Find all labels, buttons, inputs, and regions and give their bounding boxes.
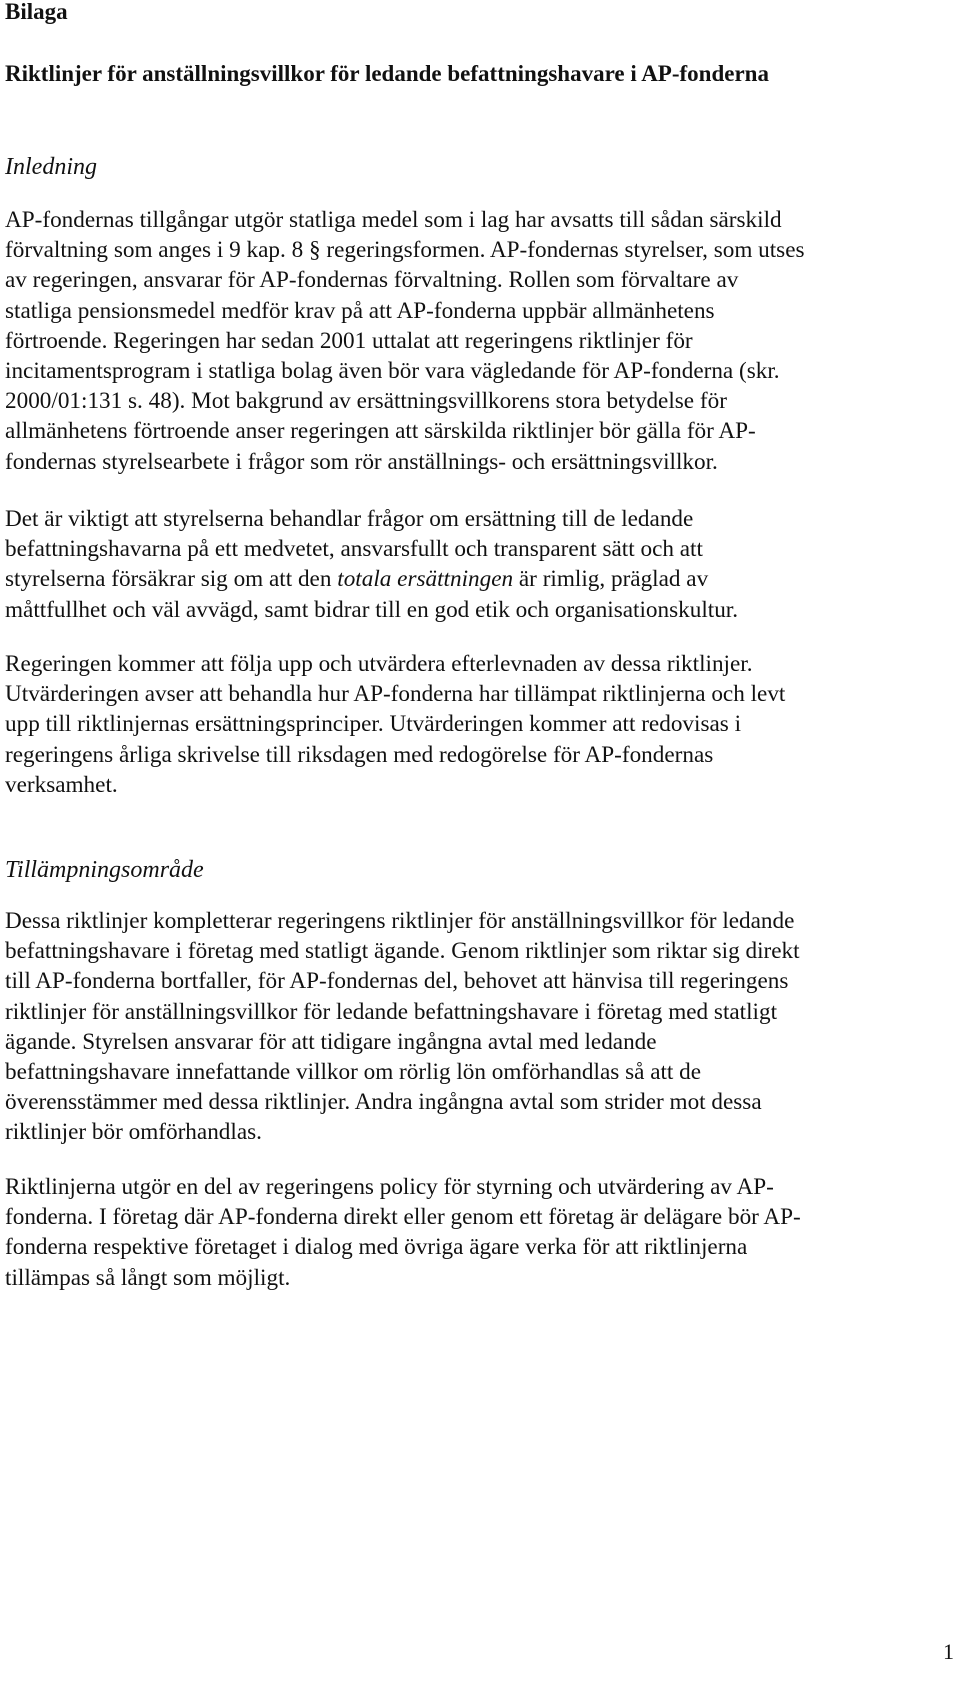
text-segment: är rimlig, präglad av: [513, 566, 709, 593]
text-line: tillämpas så långt som möjligt.: [5, 1264, 291, 1291]
text-line: incitamentsprogram i statliga bolag även bör vara vägledande för AP-fonderna (skr.: [5, 358, 780, 385]
text-line: fonderna. I företag där AP-fonderna direkt eller genom ett företag är delägare bör AP-: [5, 1204, 801, 1231]
paragraph-evaluation: [5, 649, 955, 800]
text-line: regeringens årliga skrivelse till riksdagen med redogörelse för AP-fondernas: [5, 741, 714, 768]
document-title: Riktlinjer för anställningsvillkor för ledande befattningshavare i AP-fonderna: [5, 61, 769, 86]
text-line: ägande. Styrelsen ansvarar för att tidigare ingångna avtal med ledande: [5, 1028, 657, 1055]
text-line: riktlinjer bör omförhandlas.: [5, 1119, 262, 1146]
text-line: befattningshavare innefattande villkor om rörlig lön omförhandlas så att de: [5, 1059, 702, 1086]
text-line: Regeringen kommer att följa upp och utvärdera efterlevnaden av dessa riktlinjer.: [5, 651, 753, 677]
text-line: [5, 564, 955, 594]
text-line: upp till riktlinjernas ersättningsprinciper. Utvärderingen kommer att redovisas i: [5, 711, 742, 738]
text-line: befattningshavare i företag med statligt ägande. Genom riktlinjer som riktar sig direkt: [5, 938, 800, 965]
text-line: förvaltning som anges i 9 kap. 8 § regeringsformen. AP-fondernas styrelser, som utses: [5, 237, 805, 264]
text-line: fondernas styrelsearbete i frågor som rör anställnings- och ersättningsvillkor.: [5, 448, 718, 475]
page-number: 1: [943, 1639, 954, 1664]
text-line: Riktlinjerna utgör en del av regeringens policy för styrning och utvärdering av AP-: [5, 1174, 774, 1200]
text-line: AP-fondernas tillgångar utgör statliga medel som i lag har avsatts till sådan särskild: [5, 207, 782, 233]
text-line: statliga pensionsmedel medför krav på att AP-fonderna uppbär allmänhetens: [5, 297, 715, 324]
appendix-label: Bilaga: [5, 0, 68, 24]
section-heading-inledning: Inledning: [5, 154, 97, 180]
text-line: överensstämmer med dessa riktlinjer. Andra ingångna avtal som strider mot dessa: [5, 1089, 762, 1116]
paragraph-policy: [5, 1172, 955, 1293]
text-line: av regeringen, ansvarar för AP-fondernas förvaltning. Rollen som förvaltare av: [5, 267, 739, 294]
text-line: Det är viktigt att styrelserna behandlar frågor om ersättning till de ledande: [5, 506, 694, 532]
text-line: fonderna respektive företaget i dialog med övriga ägare verka för att riktlinjerna: [5, 1234, 748, 1261]
text-line: måttfullhet och väl avvägd, samt bidrar till en god etik och organisationskultur.: [5, 596, 739, 623]
text-line: 2000/01:131 s. 48). Mot bakgrund av ersättningsvillkorens stora betydelse för: [5, 388, 727, 415]
text-segment: styrelserna försäkrar sig om att den: [5, 566, 338, 593]
text-line: allmänhetens förtroende anser regeringen att särskilda riktlinjer bör gälla för AP-: [5, 418, 756, 445]
text-line: riktlinjer för anställningsvillkor för ledande befattningshavare i företag med statligt: [5, 998, 778, 1025]
text-line: till AP-fonderna bortfaller, för AP-fondernas del, behovet att hänvisa till regeringens: [5, 968, 789, 995]
paragraph-board-responsibility: [5, 504, 955, 625]
text-line: förtroende. Regeringen har sedan 2001 uttalat att regeringens riktlinjer för: [5, 327, 693, 354]
paragraph-scope: [5, 906, 955, 1148]
text-line: Utvärderingen avser att behandla hur AP-fonderna har tillämpat riktlinjerna och levt: [5, 681, 786, 708]
text-line: verksamhet.: [5, 771, 118, 798]
emphasis-total-compensation: totala ersättningen: [337, 566, 514, 593]
text-line: befattningshavarna på ett medvetet, ansvarsfullt och transparent sätt och att: [5, 536, 703, 563]
paragraph-intro: [5, 205, 955, 477]
section-heading-tillampningsomrade: Tillämpningsområde: [5, 857, 204, 883]
text-line: Dessa riktlinjer kompletterar regeringens riktlinjer för anställningsvillkor för ledande: [5, 908, 795, 934]
